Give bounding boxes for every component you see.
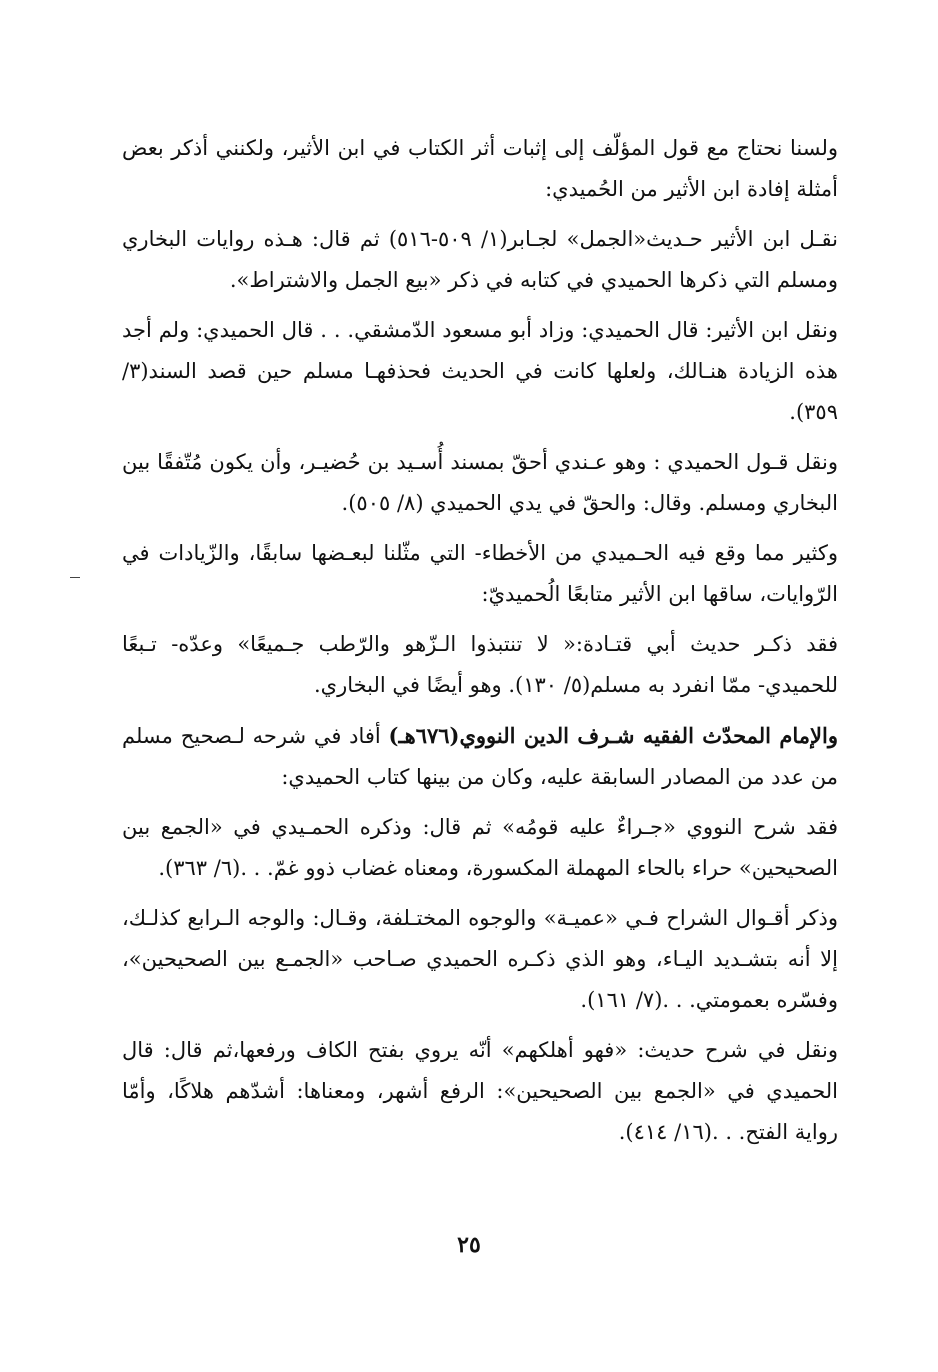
- paragraph-jabir-camel: نقـل ابن الأثير حـديث«الجمل» لجـابر(١/ ٥٠٩-٥١٦) ثم قال: هـذه روايات البخاري ومسلم التي ذكرها الحميدي في كتابه في ذكر «بيع الجمل والاشتراط».: [122, 227, 838, 292]
- paragraph-jura: فقد شرح النووي «جـراءٌ عليه قومُه» ثم قال: وذكره الحمـيدي في «الجمع بين الصحيحين» حراء بالحاء المهملة المكسورة، ومعناه غضاب ذوو غمّ. . .(٦/ ٣٦٣).: [122, 815, 838, 880]
- paragraph-usayd: ونقل قـول الحميدي : وهو عـندي أحقّ بمسند أُسـيد بن حُضيـر، وأن يكون مُتّفقًا بين البخاري ومسلم. وقال: والحقّ في يدي الحميدي (٨/ ٥٠٥).: [122, 450, 838, 515]
- page-number: ٢٥: [457, 1232, 481, 1258]
- paragraph-amiya: وذكر أقـوال الشراح فـي «عميـة» والوجوه المختـلفة، وقـال: والوجه الـرابع كذلـك، إلا أنه بتشـديد اليـاء، وهو الذي ذكـره الحميدي صـاحب «الجمـع بين الصحيحين»، وفسّره بعمومتي. . .(٧/ ١٦١).: [122, 906, 838, 1012]
- paragraph-intro: ولسنا نحتاج مع قول المؤلّف إلى إثبات أثر الكتاب في ابن الأثير، ولكنني أذكر بعض أمثلة إفادة ابن الأثير من الحُميدي:: [122, 136, 838, 201]
- margin-mark: [70, 577, 80, 578]
- nawawi-continuation: مسلم من عدد من المصادر السابقة عليه، وكان من بينها كتاب الحميدي:: [122, 724, 838, 789]
- paragraph-abu-qatada: فقد ذكـر حديث أبي قتـادة:« لا تنتبذوا الـزّهو والرّطب جـميعًا» وعدّه- تـبعًا للحميدي- ممّا انفرد به مسلم(٥/ ١٣٠). وهو أيضًا في البخاري.: [122, 632, 838, 697]
- paragraph-nawawi: [122, 715, 838, 798]
- paragraph-ahlakahum: ونقل في شرح حديث: «فهو أهلكهم» أنّه يروي بفتح الكاف ورفعها،ثم قال: قال الحميدي في «الجمع بين الصحيحين»: الرفع أشهر، ومعناها: أشدّهم هلاكًا، وأمّا رواية الفتح. . .(١٦/ ٤١٤).: [122, 1038, 838, 1144]
- paragraph-errors: وكثير مما وقع فيه الحـميدي من الأخطاء- التي مثّلنا لبعـضها سابقًا، والزّيادات في الرّوايات، ساقها ابن الأثير متابعًا الُحميديّ:: [122, 541, 838, 606]
- nawawi-bold-lead: والإمام المحدّث الفقيه شـرف الدين النووي(٦٧٦هـ): [388, 723, 839, 748]
- paragraph-abu-masud: ونقل ابن الأثير: قال الحميدي: وزاد أبو مسعود الدّمشقي. . . قال الحميدي: ولم أجد هذه الزيادة هنـالك، ولعلها كانت في الحديث فحذفهـا مسلم حين قصد السند(٣/ ٣٥٩).: [122, 318, 838, 424]
- body-text: [122, 128, 838, 1162]
- nawawi-lead-rest: أفاد في شرحه لـصحيح: [180, 724, 389, 748]
